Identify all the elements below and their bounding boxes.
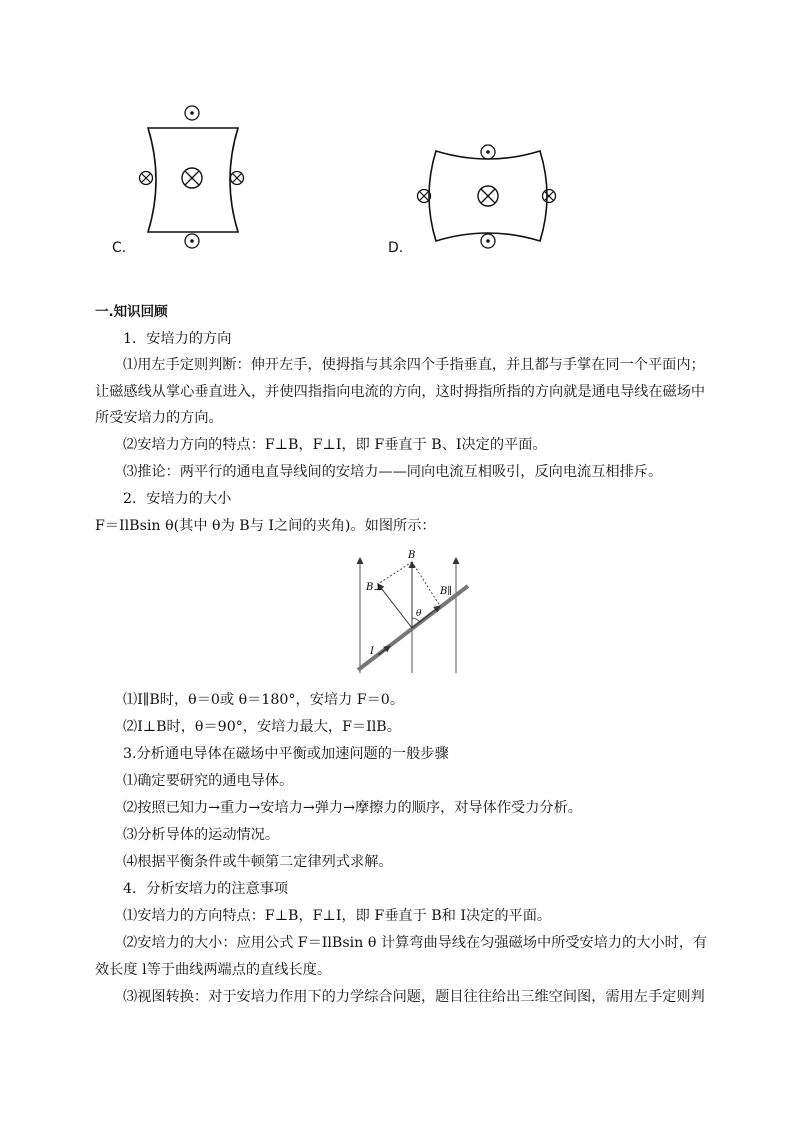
paragraph-2-2: ⑵I⊥B时，θ＝90°，安培力最大，F＝IlB。 — [123, 719, 401, 735]
paragraph-1-1c: 所受安培力的方向。 — [95, 410, 223, 426]
paragraph-1-2: ⑵安培力方向的特点：F⊥B，F⊥I，即 F垂直于 B、I决定的平面。 — [123, 437, 547, 453]
paragraph-1-3: ⑶推论：两平行的通电直导线间的安培力——同向电流互相吸引，反向电流互相排斥。 — [123, 464, 663, 480]
section-2-title: 2．安培力的大小 — [123, 491, 232, 507]
paragraph-4-2b: 效长度 l等于曲线两端点的直线长度。 — [95, 962, 332, 978]
paragraph-4-1: ⑴安培力的方向特点：F⊥B，F⊥I，即 F垂直于 B和 I决定的平面。 — [123, 908, 552, 924]
paragraph-4-2a: ⑵安培力的大小：应用公式 F＝IlBsin θ 计算弯曲导线在匀强磁场中所受安培力的大小时，有 — [123, 935, 708, 951]
paragraph-1-1b: 让磁感线从掌心垂直进入，并使四指指向电流的方向，这时拇指所指的方向就是通电导线在磁场中 — [95, 384, 706, 400]
paragraph-3-4: ⑷根据平衡条件或牛顿第二定律列式求解。 — [123, 854, 393, 870]
paragraph-4-3: ⑶视图转换：对于安培力作用下的力学综合问题，题目往往给出三维空间图，需用左手定则判 — [123, 989, 705, 1005]
option-c-figure — [130, 100, 260, 255]
paragraph-3-3: ⑶分析导体的运动情况。 — [123, 827, 280, 843]
section-title: 一.知识回顾 — [95, 304, 168, 320]
cross-icon — [140, 172, 153, 185]
formula-line: F＝IlBsin θ(其中 θ为 B与 I之间的夹角)。如图所示： — [95, 518, 436, 534]
option-d-figure — [412, 140, 562, 252]
option-c-frame — [148, 128, 238, 232]
option-d-label: D. — [388, 240, 404, 256]
paragraph-3-1: ⑴确定要研究的通电导体。 — [123, 773, 294, 789]
label-i: I — [370, 646, 374, 657]
section-4-title: 4．分析安培力的注意事项 — [123, 881, 289, 897]
cross-icon — [543, 190, 556, 203]
paragraph-3-2: ⑵按照已知力→重力→安培力→弹力→摩擦力的顺序，对导体作受力分析。 — [123, 800, 582, 816]
section-1-title: 1．安培力的方向 — [123, 331, 232, 347]
paragraph-1-1a: ⑴用左手定则判断：伸开左手，使拇指与其余四个手指垂直，并且都与手掌在同一个平面内； — [123, 357, 705, 373]
label-b-para: B∥ — [440, 586, 452, 597]
option-c-label: C. — [112, 240, 127, 256]
label-theta: θ — [416, 609, 422, 619]
section-3-title: 3.分析通电导体在磁场中平衡或加速问题的一般步骤 — [123, 746, 449, 762]
cross-icon — [231, 172, 244, 185]
paragraph-2-1: ⑴I∥B时，θ＝0或 θ＝180°，安培力 F＝0。 — [123, 692, 405, 708]
label-b-top: B — [408, 550, 416, 561]
cross-icon — [182, 168, 202, 188]
cross-icon — [478, 186, 498, 206]
label-b-perp: B⊥ — [366, 582, 383, 593]
angle-diagram — [350, 548, 480, 678]
